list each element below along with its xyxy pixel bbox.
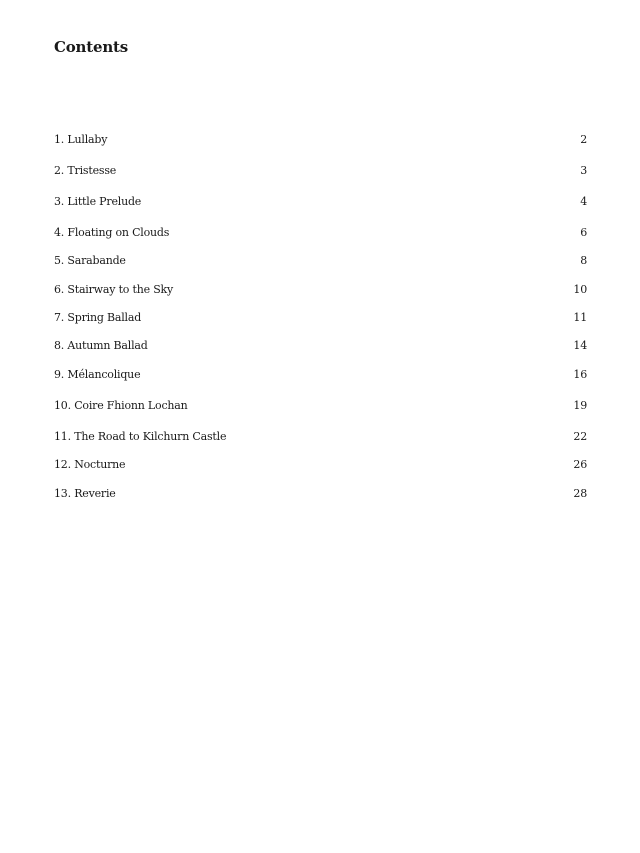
toc-entry-title: 5. Sarabande: [54, 254, 126, 267]
toc-entry-page: 2: [580, 133, 587, 146]
toc-entry-page: 10: [573, 283, 587, 296]
toc-entry: [54, 429, 587, 445]
toc-entry-page: 3: [580, 164, 587, 177]
toc-entry-page: 6: [580, 226, 587, 239]
toc-entry-page: 26: [573, 458, 587, 471]
toc-entry: [54, 225, 587, 241]
toc-entry-title: 3. Little Prelude: [54, 195, 142, 208]
toc-entry-page: 22: [573, 430, 587, 443]
toc-entry: [54, 338, 587, 354]
toc-entry: [54, 486, 587, 502]
toc-entry-title: 4. Floating on Clouds: [54, 226, 170, 239]
toc-entry-title: 2. Tristesse: [54, 164, 117, 177]
toc-entry-page: 8: [580, 254, 587, 267]
toc-entry-page: 19: [573, 399, 587, 412]
toc-entry-title: 11. The Road to Kilchurn Castle: [54, 430, 227, 443]
toc-entry: [54, 194, 587, 210]
toc-entry: [54, 163, 587, 179]
toc-entry: [54, 457, 587, 473]
toc-entry-page: 11: [573, 311, 587, 324]
toc-entry: [54, 253, 587, 269]
toc-entry-title: 1. Lullaby: [54, 133, 108, 146]
toc-entry-page: 4: [580, 195, 587, 208]
page-title: Contents: [54, 38, 129, 56]
toc-entry-title: 8. Autumn Ballad: [54, 339, 148, 352]
table-of-contents: [54, 0, 587, 853]
toc-entry: [54, 310, 587, 326]
toc-entry-title: 13. Reverie: [54, 487, 116, 500]
toc-entry-page: 16: [573, 368, 587, 381]
toc-entry-title: 7. Spring Ballad: [54, 311, 142, 324]
toc-entry: [54, 367, 587, 383]
toc-entry: [54, 282, 587, 298]
toc-entry-title: 10. Coire Fhionn Lochan: [54, 399, 188, 412]
toc-entry: [54, 132, 587, 148]
toc-entry-title: 6. Stairway to the Sky: [54, 283, 174, 296]
toc-entry-page: 28: [573, 487, 587, 500]
toc-entry: [54, 398, 587, 414]
toc-entry-title: 9. Mélancolique: [54, 368, 141, 381]
toc-entry-title: 12. Nocturne: [54, 458, 126, 471]
toc-entry-page: 14: [573, 339, 587, 352]
